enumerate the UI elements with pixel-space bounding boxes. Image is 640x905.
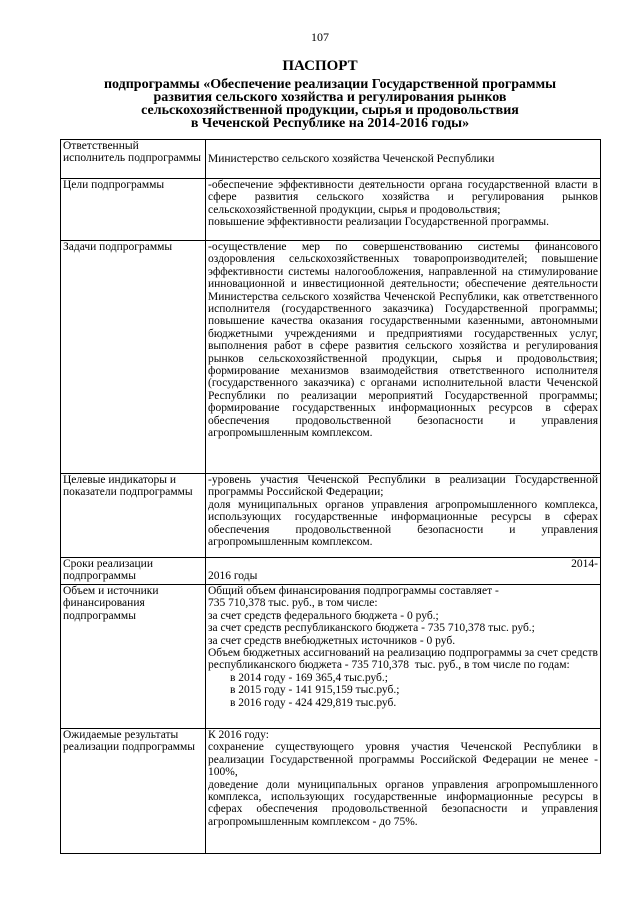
row-value-line: Министерство сельского хозяйства Чеченской Республики: [208, 152, 495, 165]
page-number: 107: [311, 30, 329, 44]
row-value-line: Общий объем финансирования подпрограммы составляет -: [208, 585, 499, 597]
row-value-line: за счет средств внебюджетных источников - 0 руб.: [208, 634, 456, 647]
row-value-line: Объем бюджетных ассигнований на реализацию подпрограммы за счет средств республиканского бюджета - 735 710,378 тыс. руб., в том числе по годам:: [208, 647, 601, 672]
row-value: [206, 241, 601, 474]
row-label: Задачи подпрограммы: [61, 241, 206, 474]
row-label: Целевые индикаторы и показатели подпрограммы: [61, 474, 206, 558]
row-value: [206, 474, 601, 558]
row-value: [206, 558, 601, 585]
row-value-line: -уровень участия Чеченской Республики в реализации Государственной программы Российской Федерации;: [208, 474, 601, 499]
subtitle-line: развития сельского хозяйства и регулирования рынков: [153, 90, 507, 105]
table-row-results: [61, 729, 601, 854]
row-value-line: -осуществление мер по совершенствованию системы финансового оздоровления сельскохозяйственных товаропроизводителей; повышение эффективности системы налогообложения, направленной на стимулирование инновационной и инвестиционной деятельности; обеспечение деятельности Министерства сельского хозяйства Чеченской Республики, как ответственного исполнителя (государственного заказчика) Государственной программы; повышение качества оказания государственными казенными, автономными бюджетными учреждениями и предприятиями государственных услуг, выполнения работ в сфере развития сельского хозяйства и регулирования рынков сельскохозяйственной продукции, сырья и продовольствия; формирование механизмов взаимодействия ответственного исполнителя (государственного заказчика) с органами исполнительной власти Чеченской Республики по реализации мероприятий Государственной программы; формирование государственных информационных ресурсов в сферах обеспечения продовольственной безопасности и управления агропромышленным комплексом.: [208, 241, 601, 440]
funding-year-line: в 2016 году - 424 429,819 тыс.руб.: [230, 696, 397, 709]
row-label: Сроки реализации подпрограммы: [61, 558, 206, 585]
table-row-responsible: [61, 140, 601, 179]
subtitle-line: сельскохозяйственной продукции, сырья и продовольствия: [141, 103, 519, 118]
table-row-tasks: [61, 241, 601, 474]
row-label: Цели подпрограммы: [61, 179, 206, 241]
row-value: [206, 140, 601, 179]
row-value-line: повышение эффективности реализации Государственной программы.: [208, 216, 550, 229]
funding-year-line: в 2015 году - 141 915,159 тыс.руб.;: [230, 684, 400, 697]
row-value: [206, 729, 601, 854]
funding-year-line: в 2014 году - 169 365,4 тыс.руб.;: [230, 671, 388, 684]
row-value-line: за счет средств республиканского бюджета - 735 710,378 тыс. руб.;: [208, 622, 535, 635]
document-title: ПАСПОРТ: [282, 58, 358, 74]
row-value-line: К 2016 году:: [208, 729, 269, 741]
table-row-indicators: [61, 474, 601, 558]
passport-table: [60, 139, 601, 854]
row-label: Ожидаемые результаты реализации подпрограммы: [61, 729, 206, 854]
table-row-funding: [61, 585, 601, 729]
row-label: Ответственный исполнитель подпрограммы: [61, 140, 206, 179]
row-value-line: доведение доли муниципальных органов управления агропромышленного комплекса, использующих государственные информационные ресурсы в сферах обеспечения продовольственной безопасности и управления агропромышленным комплексом - до 75%.: [208, 778, 601, 828]
row-value: [206, 585, 601, 729]
subtitle-line: в Чеченской Республике на 2014-2016 годы»: [190, 116, 470, 131]
row-value-line: за счет средств федерального бюджета - 0 руб.;: [208, 609, 439, 622]
row-value-line: сохранение существующего уровня участия Чеченской Республики в реализации Государственной программы Российской Федерации не менее - 100%,: [208, 741, 601, 779]
subtitle-line: подпрограммы «Обеспечение реализации Государственной программы: [103, 77, 557, 92]
row-value-line: 2016 годы: [208, 570, 258, 583]
table-row-goals: [61, 179, 601, 241]
row-value-line: доля муниципальных органов управления агропромышленного комплекса, использующих государственные информационные ресурсы в сферах обеспечения продовольственной безопасности и управления агропромышленным комплексом.: [208, 498, 601, 549]
row-value-line: 735 710,378 тыс. руб., в том числе:: [208, 597, 378, 610]
row-label: Объем и источники финансирования подпрограммы: [61, 585, 206, 729]
table-row-terms: [61, 558, 601, 585]
row-value-line: -обеспечение эффективности деятельности органа государственной власти в сфере развития сельского хозяйства и регулирования рынков сельскохозяйственной продукции, сырья и продовольствия;: [208, 179, 601, 216]
row-value-line: 2014-: [571, 558, 598, 570]
row-value: [206, 179, 601, 241]
document-subtitle: [60, 78, 600, 130]
